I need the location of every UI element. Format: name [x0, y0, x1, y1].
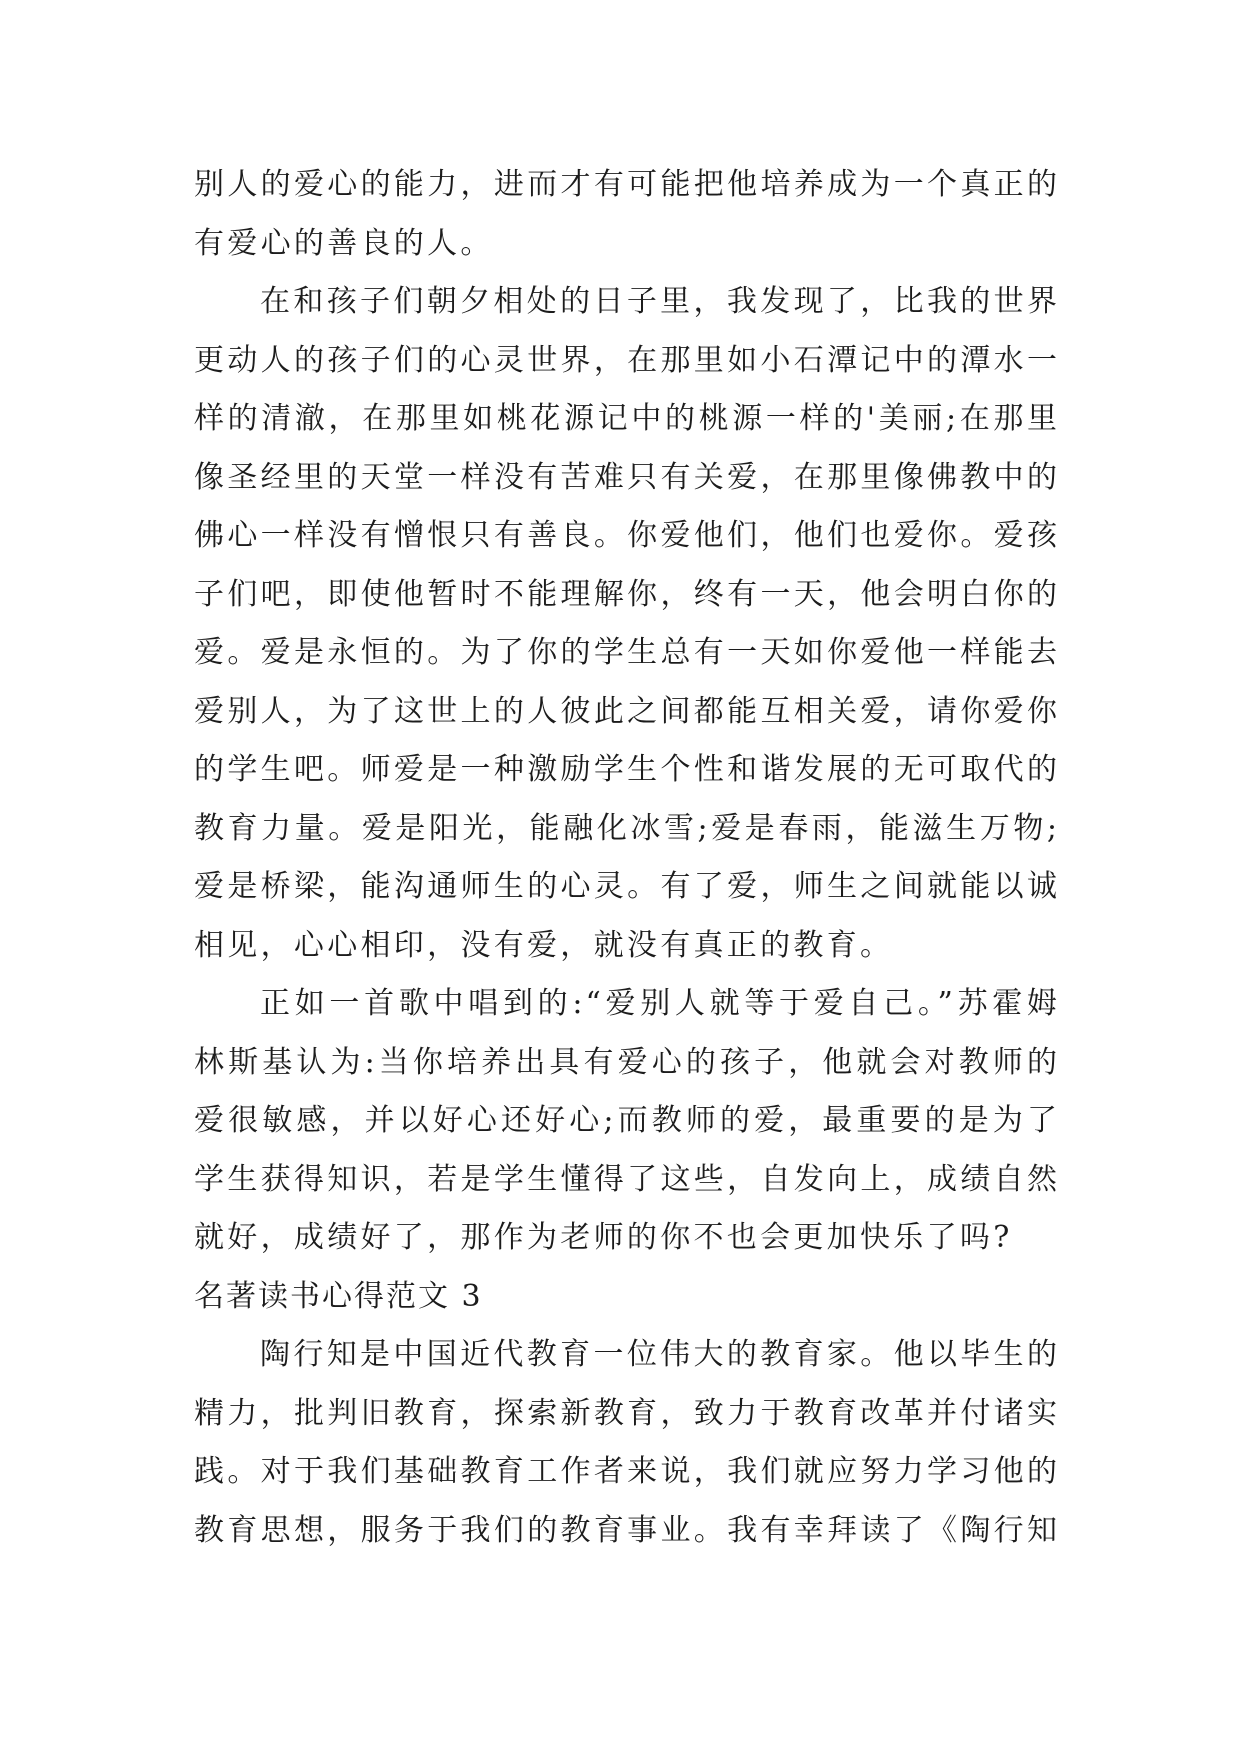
text-line: 践。对于我们基础教育工作者来说，我们就应努力学习他的	[194, 1454, 1060, 1489]
document-body	[194, 156, 1060, 1560]
text-line: 像圣经里的天堂一样没有苦难只有关爱，在那里像佛教中的	[194, 459, 1060, 495]
text-line: 教育思想，服务于我们的教育事业。我有幸拜读了《陶行知	[194, 1512, 1060, 1548]
text-line: 就好，成绩好了，那作为老师的你不也会更加快乐了吗?	[194, 1220, 1013, 1255]
text-line: 相见，心心相印，没有爱，就没有真正的教育。	[194, 927, 894, 963]
paragraph	[194, 273, 1060, 975]
text-line: 学生获得知识，若是学生懂得了这些，自发向上，成绩自然	[194, 1161, 1060, 1197]
text-line: 的学生吧。师爱是一种激励学生个性和谐发展的无可取代的	[194, 752, 1060, 787]
section-heading: 名著读书心得范文 3	[194, 1278, 483, 1314]
text-line: 教育力量。爱是阳光，能融化冰雪;爱是春雨，能滋生万物;	[194, 810, 1060, 846]
text-line: 在和孩子们朝夕相处的日子里，我发现了，比我的世界	[260, 284, 1060, 319]
text-line: 精力，批判旧教育，探索新教育，致力于教育改革并付诸实	[194, 1395, 1060, 1431]
text-line: 爱。爱是永恒的。为了你的学生总有一天如你爱他一样能去	[194, 635, 1060, 670]
text-line: 更动人的孩子们的心灵世界，在那里如小石潭记中的潭水一	[194, 342, 1060, 378]
text-line: 样的清澈，在那里如桃花源记中的桃源一样的'美丽;在那里	[194, 401, 1060, 436]
text-line: 陶行知是中国近代教育一位伟大的教育家。他以毕生的	[260, 1337, 1060, 1372]
text-line: 别人的爱心的能力，进而才有可能把他培养成为一个真正的	[194, 167, 1060, 202]
text-line: 正如一首歌中唱到的:“爱别人就等于爱自己。”苏霍姆	[260, 986, 1060, 1021]
text-line: 有爱心的善良的人。	[194, 225, 494, 261]
paragraph	[194, 156, 1060, 273]
text-line: 林斯基认为:当你培养出具有爱心的孩子，他就会对教师的	[194, 1044, 1060, 1080]
text-line: 爱别人，为了这世上的人彼此之间都能互相关爱，请你爱你	[194, 693, 1060, 729]
text-line: 爱很敏感，并以好心还好心;而教师的爱，最重要的是为了	[194, 1103, 1060, 1138]
text-line: 子们吧，即使他暂时不能理解你，终有一天，他会明白你的	[194, 576, 1060, 612]
text-line: 佛心一样没有憎恨只有善良。你爱他们，他们也爱你。爱孩	[194, 518, 1060, 553]
paragraph	[194, 1326, 1060, 1560]
paragraph	[194, 975, 1060, 1268]
text-line: 爱是桥梁，能沟通师生的心灵。有了爱，师生之间就能以诚	[194, 869, 1060, 904]
